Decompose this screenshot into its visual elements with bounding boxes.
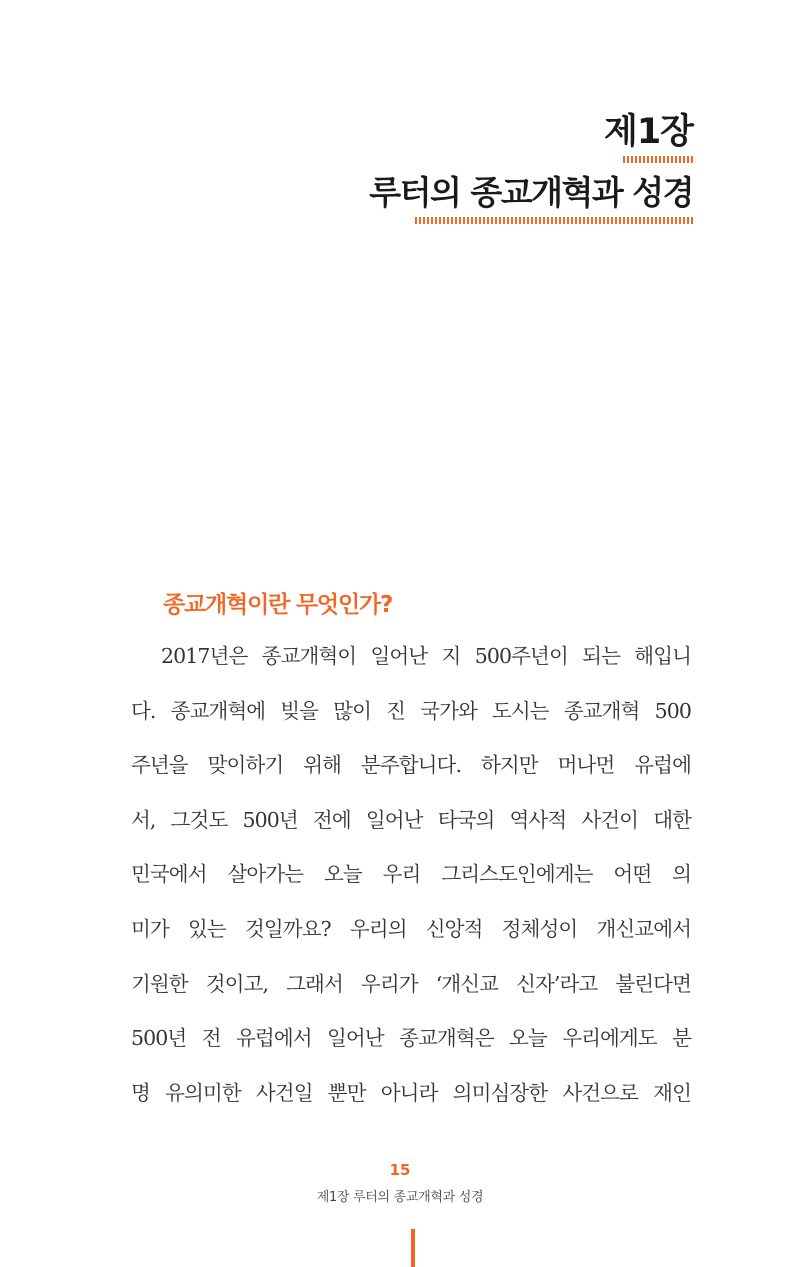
body-line [131,853,691,908]
body-line [131,744,691,799]
body-line-text: 500년 전 유럽에서 일어난 종교개혁은 오늘 우리에게도 분 [131,1026,691,1051]
body-line-text: 주년을 맞이하기 위해 분주합니다. 하지만 머나먼 유럽에 [131,753,691,778]
chapter-title: 루터의 종교개혁과 성경 [369,173,693,212]
body-line [131,963,691,1018]
body-line-text: 서, 그것도 500년 전에 일어난 타국의 역사적 사건이 대한 [131,807,691,832]
chapter-number: 제1장 [604,112,693,152]
body-line-text: 미가 있는 것일까요? 우리의 신앙적 정체성이 개신교에서 [131,916,691,941]
chapter-header [369,112,693,224]
body-line-text: 기원한 것이고, 그래서 우리가 ‘개신교 신자’라고 불린다면 [131,971,691,996]
page-footer [0,1160,800,1207]
body-line-text: 2017년은 종교개혁이 일어난 지 500주년이 되는 해입니 [161,644,691,668]
running-title: 제1장 루터의 종교개혁과 성경 [316,1190,484,1205]
chapter-title-underline [415,217,693,224]
chapter-number-underline [623,156,693,163]
body-line-text: 명 유의미한 사건일 뿐만 아니라 의미심장한 사건으로 재인 [131,1080,691,1105]
body-line [131,1072,691,1127]
body-line [131,799,691,854]
body-line [131,908,691,963]
footer-accent-bar [411,1229,415,1267]
body-line [131,635,691,690]
section-heading: 종교개혁이란 무엇인가? [163,592,393,618]
page-number: 15 [389,1161,411,1179]
body-line [131,690,691,745]
body-text [131,635,691,1126]
body-line-text: 민국에서 살아가는 오늘 우리 그리스도인에게는 어떤 의 [131,862,691,887]
body-line [131,1017,691,1072]
body-line-text: 다. 종교개혁에 빚을 많이 진 국가와 도시는 종교개혁 500 [131,698,691,723]
